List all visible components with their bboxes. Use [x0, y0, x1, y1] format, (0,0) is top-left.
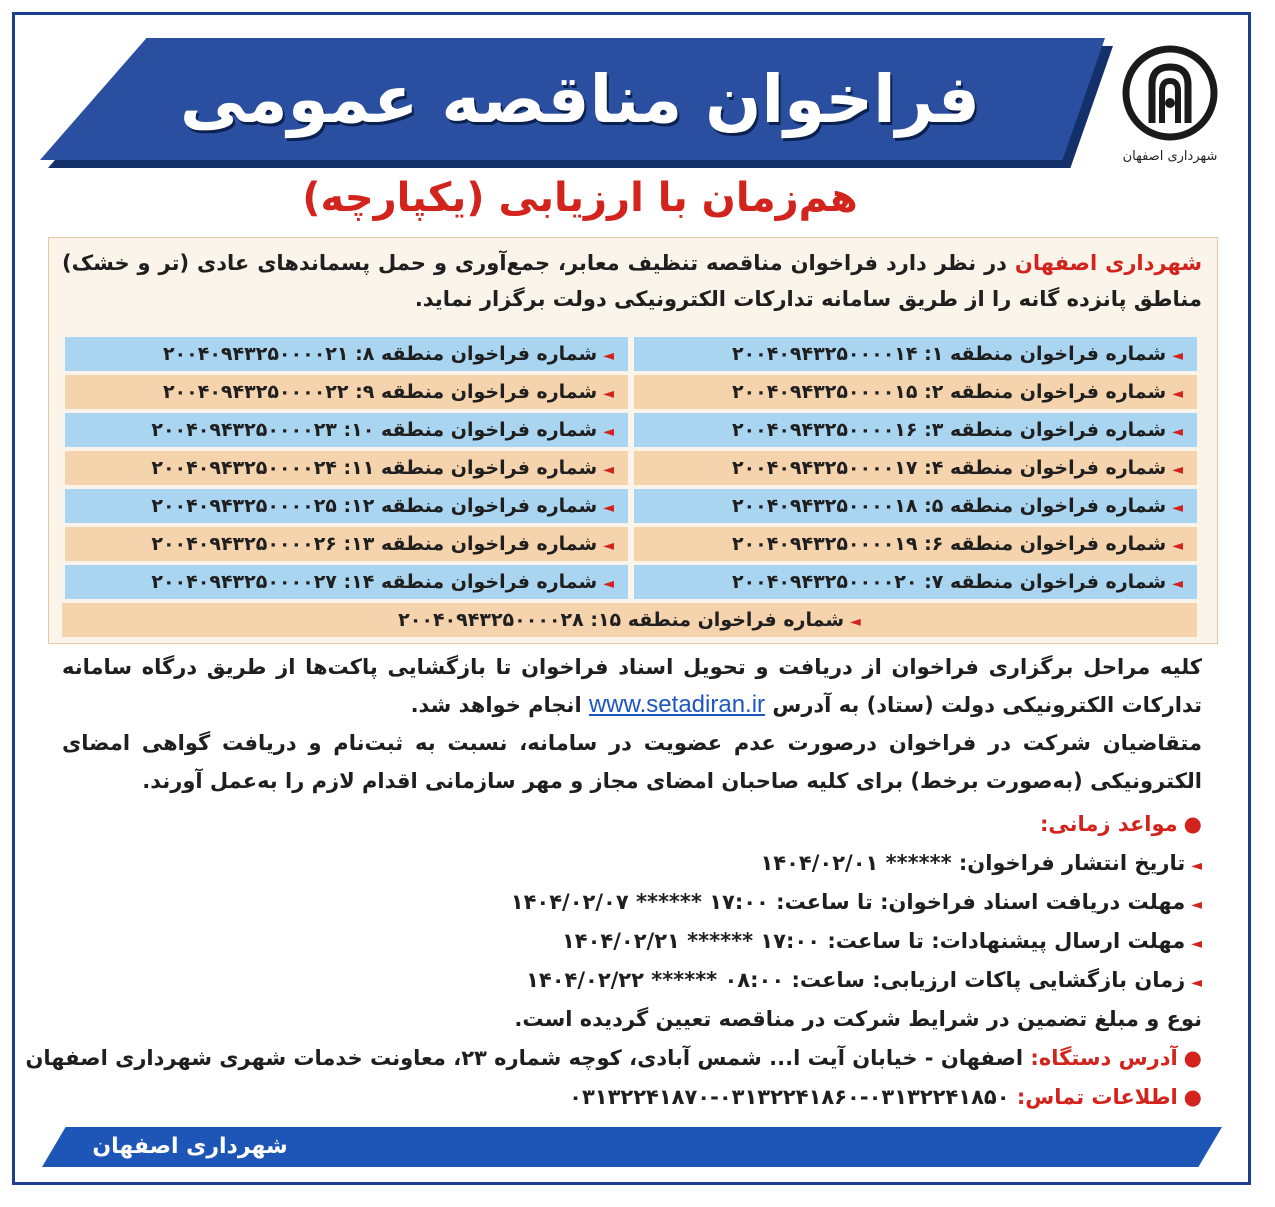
- tender-number-text: شماره فراخوان منطقه ۱۱: ۲۰۰۴۰۹۴۳۲۵۰۰۰۰۲۴: [151, 457, 598, 479]
- tender-number-cell: [65, 413, 628, 447]
- tender-number-cell: [634, 337, 1197, 371]
- arrow-bullet-icon: ◄: [1172, 538, 1183, 554]
- schedule-section: [25, 805, 1202, 1117]
- procedure-paragraphs: [62, 648, 1202, 800]
- opening-time-line: [62, 961, 1202, 1000]
- opening-time-label: زمان بازگشایی پاکات ارزیابی: ساعت:: [791, 968, 1186, 992]
- registration-paragraph: متقاضیان شرکت در فراخوان درصورت عدم عضویت در سامانه، نسبت به ثبت‌نام و دریافت گواهی امضای الکترونیکی (به‌صورت برخط) برای کلیه صاحبان امضای مجاز و مهر سازمانی اقدام لازم را به‌عمل آورند.: [62, 731, 1202, 793]
- tender-number-text: شماره فراخوان منطقه ۱: ۲۰۰۴۰۹۴۳۲۵۰۰۰۰۱۴: [731, 343, 1167, 365]
- tender-number-text: شماره فراخوان منطقه ۱۲: ۲۰۰۴۰۹۴۳۲۵۰۰۰۰۲۵: [151, 495, 598, 517]
- page-title: فراخوان مناقصه عمومی: [180, 61, 980, 138]
- tender-number-table: [62, 337, 1197, 641]
- arrow-bullet-icon: ◄: [603, 538, 614, 554]
- publish-date-line: [62, 844, 1202, 883]
- tender-number-text: شماره فراخوان منطقه ۱۴: ۲۰۰۴۰۹۴۳۲۵۰۰۰۰۲۷: [151, 571, 598, 593]
- tender-number-text: شماره فراخوان منطقه ۹: ۲۰۰۴۰۹۴۳۲۵۰۰۰۰۲۲: [162, 381, 598, 403]
- arrow-bullet-icon: ◄: [603, 386, 614, 402]
- schedule-heading-text: مواعد زمانی:: [1040, 812, 1178, 836]
- tender-number-cell: [65, 451, 628, 485]
- arrow-bullet-icon: ◄: [1172, 348, 1183, 364]
- procedure-text: انجام خواهد شد.: [410, 693, 589, 717]
- isfahan-logo-icon: [1122, 45, 1218, 141]
- contact-line: [62, 1078, 1202, 1117]
- setadiran-link[interactable]: www.setadiran.ir: [588, 691, 766, 718]
- procedure-text: کلیه مراحل برگزاری فراخوان از دریافت و تحویل اسناد فراخوان تا بازگشایی پاکت‌ها از طریق درگاه سامانه تدارکات الکترونیکی دولت (ستاد) به آدرس: [62, 655, 1202, 717]
- bids-deadline-line: [62, 922, 1202, 961]
- table-row: [62, 451, 1197, 485]
- tender-number-cell: [62, 603, 1197, 637]
- tender-number-cell: [65, 565, 628, 599]
- table-row: [62, 565, 1197, 599]
- guarantee-line: نوع و مبلغ تضمین در شرایط شرکت در مناقصه تعیین گردیده است.: [514, 1007, 1202, 1031]
- logo-caption: شهرداری اصفهان: [1122, 149, 1218, 164]
- docs-deadline-value: تا ساعت: ۱۷:۰۰ ****** ۱۴۰۴/۰۲/۰۷: [510, 890, 873, 914]
- intro-text: در نظر دارد فراخوان مناقصه تنظیف معابر، جمع‌آوری و حمل پسماندهای عادی (تر و خشک) مناطق پانزده گانه را از طریق سامانه تدارکات الکترونیکی دولت برگزار نماید.: [62, 251, 1202, 311]
- table-row: [62, 337, 1197, 371]
- schedule-heading: [62, 805, 1202, 844]
- arrow-bullet-icon: ◄: [603, 462, 614, 478]
- tender-number-cell: [634, 527, 1197, 561]
- tender-number-cell: [65, 375, 628, 409]
- tender-number-cell: [634, 565, 1197, 599]
- arrow-bullet-icon: ◄: [1191, 897, 1202, 913]
- arrow-bullet-icon: ◄: [850, 614, 861, 630]
- dot-bullet-icon: ●: [1183, 812, 1202, 836]
- publish-date-value: ****** ۱۴۰۴/۰۲/۰۱: [760, 851, 952, 875]
- arrow-bullet-icon: ◄: [603, 500, 614, 516]
- tender-number-cell: [634, 489, 1197, 523]
- arrow-bullet-icon: ◄: [603, 576, 614, 592]
- tender-number-cell: [65, 527, 628, 561]
- arrow-bullet-icon: ◄: [1191, 858, 1202, 874]
- arrow-bullet-icon: ◄: [1191, 975, 1202, 991]
- tender-number-cell: [634, 413, 1197, 447]
- contact-label: اطلاعات تماس:: [1016, 1085, 1178, 1109]
- address-line: [25, 1039, 1202, 1078]
- dot-bullet-icon: ●: [1183, 1085, 1202, 1109]
- dot-bullet-icon: ●: [1183, 1046, 1202, 1070]
- arrow-bullet-icon: ◄: [1172, 576, 1183, 592]
- tender-number-text: شماره فراخوان منطقه ۱۵: ۲۰۰۴۰۹۴۳۲۵۰۰۰۰۲۸: [398, 609, 845, 631]
- arrow-bullet-icon: ◄: [1172, 424, 1183, 440]
- table-row: [62, 489, 1197, 523]
- publish-date-label: تاریخ انتشار فراخوان:: [958, 851, 1186, 875]
- bids-deadline-value: ۱۷:۰۰ ****** ۱۴۰۴/۰۲/۲۱: [561, 929, 821, 953]
- address-label: آدرس دستگاه:: [1030, 1046, 1178, 1070]
- tender-number-text: شماره فراخوان منطقه ۴: ۲۰۰۴۰۹۴۳۲۵۰۰۰۰۱۷: [731, 457, 1167, 479]
- address-value: اصفهان - خیابان آیت ا... شمس آبادی، کوچه شماره ۲۳، معاونت خدمات شهری شهرداری اصفهان: [25, 1046, 1024, 1070]
- intro-paragraph: [62, 245, 1202, 317]
- tender-number-text: شماره فراخوان منطقه ۷: ۲۰۰۴۰۹۴۳۲۵۰۰۰۰۲۰: [731, 571, 1167, 593]
- tender-number-text: شماره فراخوان منطقه ۵: ۲۰۰۴۰۹۴۳۲۵۰۰۰۰۱۸: [731, 495, 1167, 517]
- arrow-bullet-icon: ◄: [1172, 500, 1183, 516]
- table-row: [62, 603, 1197, 637]
- arrow-bullet-icon: ◄: [603, 424, 614, 440]
- bids-deadline-label: مهلت ارسال پیشنهادات: تا ساعت:: [827, 929, 1186, 953]
- table-row: [62, 527, 1197, 561]
- arrow-bullet-icon: ◄: [1172, 462, 1183, 478]
- arrow-bullet-icon: ◄: [1191, 936, 1202, 952]
- tender-number-text: شماره فراخوان منطقه ۱۳: ۲۰۰۴۰۹۴۳۲۵۰۰۰۰۲۶: [151, 533, 598, 555]
- contact-value: ۰۳۱۳۲۲۴۱۸۵۰-۰۳۱۳۲۲۴۱۸۶۰-۰۳۱۳۲۲۴۱۸۷۰: [569, 1085, 1010, 1109]
- page-subtitle: هم‌زمان با ارزیابی (یکپارچه): [302, 175, 858, 221]
- footer-org-name: شهرداری اصفهان: [92, 1134, 288, 1159]
- procedure-paragraph: [62, 648, 1202, 724]
- table-row: [62, 375, 1197, 409]
- tender-number-text: شماره فراخوان منطقه ۶: ۲۰۰۴۰۹۴۳۲۵۰۰۰۰۱۹: [731, 533, 1167, 555]
- tender-number-text: شماره فراخوان منطقه ۱۰: ۲۰۰۴۰۹۴۳۲۵۰۰۰۰۲۳: [151, 419, 598, 441]
- intro-org-name: شهرداری اصفهان: [1014, 251, 1202, 275]
- tender-number-text: شماره فراخوان منطقه ۳: ۲۰۰۴۰۹۴۳۲۵۰۰۰۰۱۶: [731, 419, 1167, 441]
- docs-deadline-label: مهلت دریافت اسناد فراخوان:: [880, 890, 1186, 914]
- tender-number-cell: [65, 337, 628, 371]
- tender-number-cell: [634, 451, 1197, 485]
- tender-number-cell: [65, 489, 628, 523]
- opening-time-value: ۰۸:۰۰ ****** ۱۴۰۴/۰۲/۲۲: [526, 968, 785, 992]
- table-row: [62, 413, 1197, 447]
- arrow-bullet-icon: ◄: [1172, 386, 1183, 402]
- municipality-logo: [1105, 45, 1235, 175]
- tender-number-text: شماره فراخوان منطقه ۸: ۲۰۰۴۰۹۴۳۲۵۰۰۰۰۲۱: [162, 343, 598, 365]
- docs-deadline-line: [62, 883, 1202, 922]
- tender-number-cell: [634, 375, 1197, 409]
- tender-number-text: شماره فراخوان منطقه ۲: ۲۰۰۴۰۹۴۳۲۵۰۰۰۰۱۵: [731, 381, 1167, 403]
- arrow-bullet-icon: ◄: [603, 348, 614, 364]
